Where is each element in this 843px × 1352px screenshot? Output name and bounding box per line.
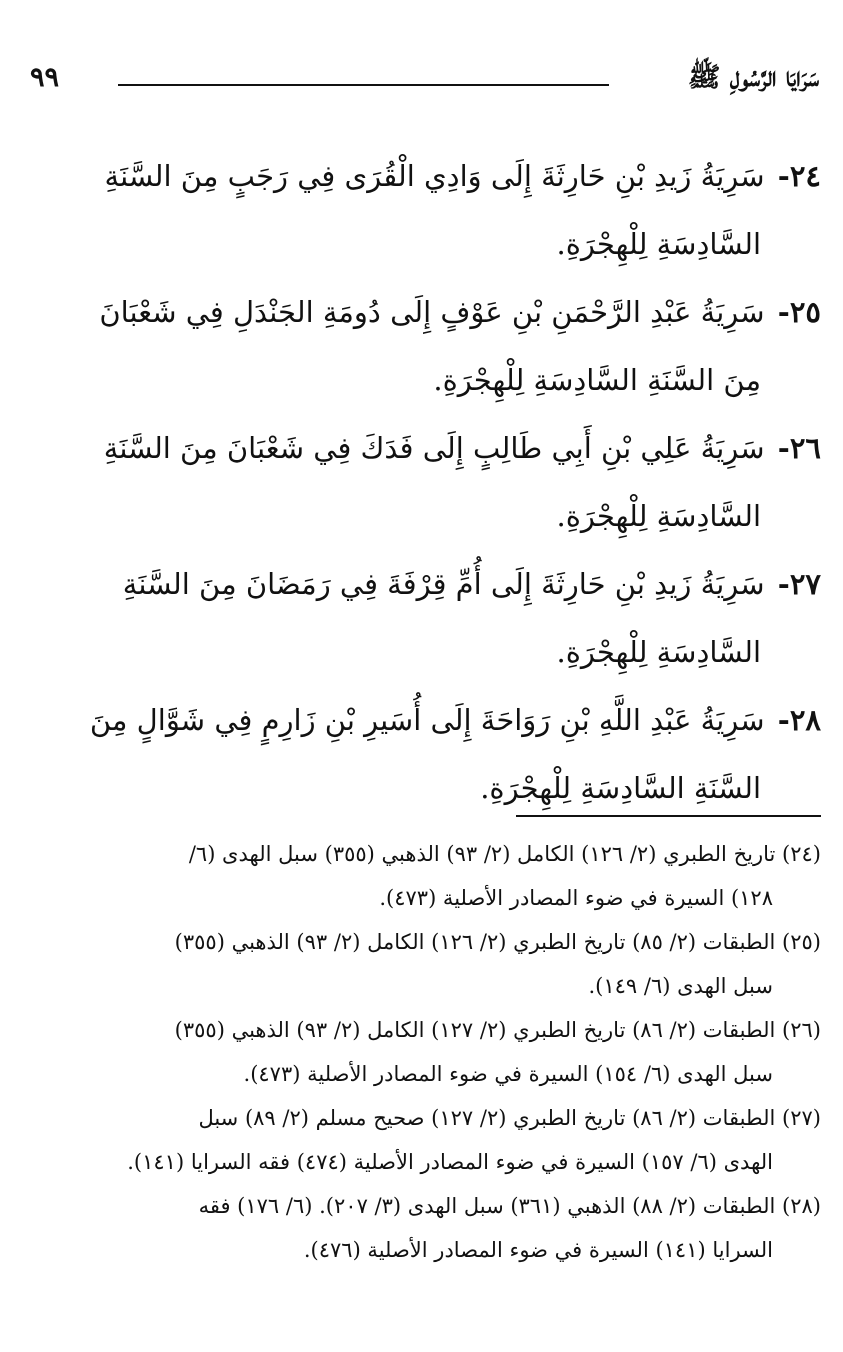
entry-text: سَرِيَةُ زَيدِ بْنِ حَارِثَةَ إِلَى وَادِي الْقُرَى فِي رَجَبٍ مِنَ السَّنَةِ bbox=[104, 159, 765, 193]
entry-28 bbox=[40, 686, 821, 822]
header-rule bbox=[118, 84, 609, 86]
entry-text: سَرِيَةُ عَبْدِ الرَّحْمَنِ بْنِ عَوْفٍ إِلَى دُومَةِ الجَنْدَلِ فِي شَعْبَانَ bbox=[99, 295, 765, 329]
footnote-28 bbox=[40, 1184, 821, 1272]
entry-line-2: السَّادِسَةِ لِلْهِجْرَةِ. bbox=[556, 227, 761, 261]
footnote-line-2: الهدى (٦/ ١٥٧) السيرة في ضوء المصادر الأصلية (٤٧٤) فقه السرايا (١٤١). bbox=[127, 1150, 773, 1174]
entry-26 bbox=[40, 414, 821, 550]
footnote-line-2: سبل الهدى (٦/ ١٤٩). bbox=[588, 974, 773, 998]
footnote-line-1: (٢٧) الطبقات (٢/ ٨٦) تاريخ الطبري (٢/ ١٢٧) صحيح مسلم (٢/ ٨٩) سبل bbox=[198, 1106, 821, 1130]
footnote-27 bbox=[40, 1096, 821, 1184]
entry-line-2: السَّنَةِ السَّادِسَةِ لِلْهِجْرَةِ. bbox=[480, 771, 761, 805]
entry-line-2: مِنَ السَّنَةِ السَّادِسَةِ لِلْهِجْرَةِ. bbox=[433, 363, 761, 397]
footnote-line-1: (٢٤) تاريخ الطبري (٢/ ١٢٦) الكامل (٢/ ٩٣) الذهبي (٣٥٥) سبل الهدى (٦/ bbox=[188, 842, 821, 866]
entry-line-1 bbox=[40, 550, 821, 618]
entry-line-1 bbox=[40, 686, 821, 754]
page-header bbox=[30, 58, 819, 102]
footnotes-list bbox=[40, 832, 821, 1272]
footnote-line-1: (٢٨) الطبقات (٢/ ٨٨) الذهبي (٣٦١) سبل الهدى (٣/ ٢٠٧). (٦/ ١٧٦) فقه bbox=[198, 1194, 821, 1218]
entry-27 bbox=[40, 550, 821, 686]
page-number: ٩٩ bbox=[30, 62, 60, 93]
entry-24 bbox=[40, 142, 821, 278]
footnote-separator bbox=[516, 815, 821, 817]
entry-number: ٢٧- bbox=[777, 567, 821, 601]
footnote-line-1: (٢٦) الطبقات (٢/ ٨٦) تاريخ الطبري (٢/ ١٢٧) الكامل (٢/ ٩٣) الذهبي (٣٥٥) bbox=[174, 1018, 821, 1042]
running-title: سَرَايَا الرَّسُولِ ﷺ bbox=[687, 62, 819, 93]
entry-line-2: السَّادِسَةِ لِلْهِجْرَةِ. bbox=[556, 635, 761, 669]
entry-25 bbox=[40, 278, 821, 414]
entry-line-2: السَّادِسَةِ لِلْهِجْرَةِ. bbox=[556, 499, 761, 533]
entry-line-1 bbox=[40, 414, 821, 482]
entry-number: ٢٥- bbox=[777, 295, 821, 329]
entry-text: سَرِيَةُ عَلِي بْنِ أَبِي طَالِبٍ إِلَى فَدَكَ فِي شَعْبَانَ مِنَ السَّنَةِ bbox=[103, 431, 765, 465]
footnote-24 bbox=[40, 832, 821, 920]
footnote-25 bbox=[40, 920, 821, 1008]
footnote-line-2: سبل الهدى (٦/ ١٥٤) السيرة في ضوء المصادر الأصلية (٤٧٣). bbox=[243, 1062, 773, 1086]
entry-number: ٢٨- bbox=[777, 703, 821, 737]
entries-list bbox=[40, 142, 821, 822]
entry-line-1 bbox=[40, 142, 821, 210]
entry-line-1 bbox=[40, 278, 821, 346]
footnote-26 bbox=[40, 1008, 821, 1096]
entry-number: ٢٤- bbox=[777, 159, 821, 193]
footnote-line-2: ١٢٨) السيرة في ضوء المصادر الأصلية (٤٧٣). bbox=[379, 886, 773, 910]
entry-text: سَرِيَةُ زَيدِ بْنِ حَارِثَةَ إِلَى أُمِّ قِرْفَةَ فِي رَمَضَانَ مِنَ السَّنَةِ bbox=[122, 567, 765, 601]
entry-number: ٢٦- bbox=[777, 431, 821, 465]
footnote-line-2: السرايا (١٤١) السيرة في ضوء المصادر الأصلية (٤٧٦). bbox=[303, 1238, 773, 1262]
footnote-line-1: (٢٥) الطبقات (٢/ ٨٥) تاريخ الطبري (٢/ ١٢٦) الكامل (٢/ ٩٣) الذهبي (٣٥٥) bbox=[174, 930, 821, 954]
entry-text: سَرِيَةُ عَبْدِ اللَّهِ بْنِ رَوَاحَةَ إِلَى أُسَيرِ بْنِ زَارِمٍ فِي شَوَّالٍ مِنَ bbox=[89, 703, 765, 737]
